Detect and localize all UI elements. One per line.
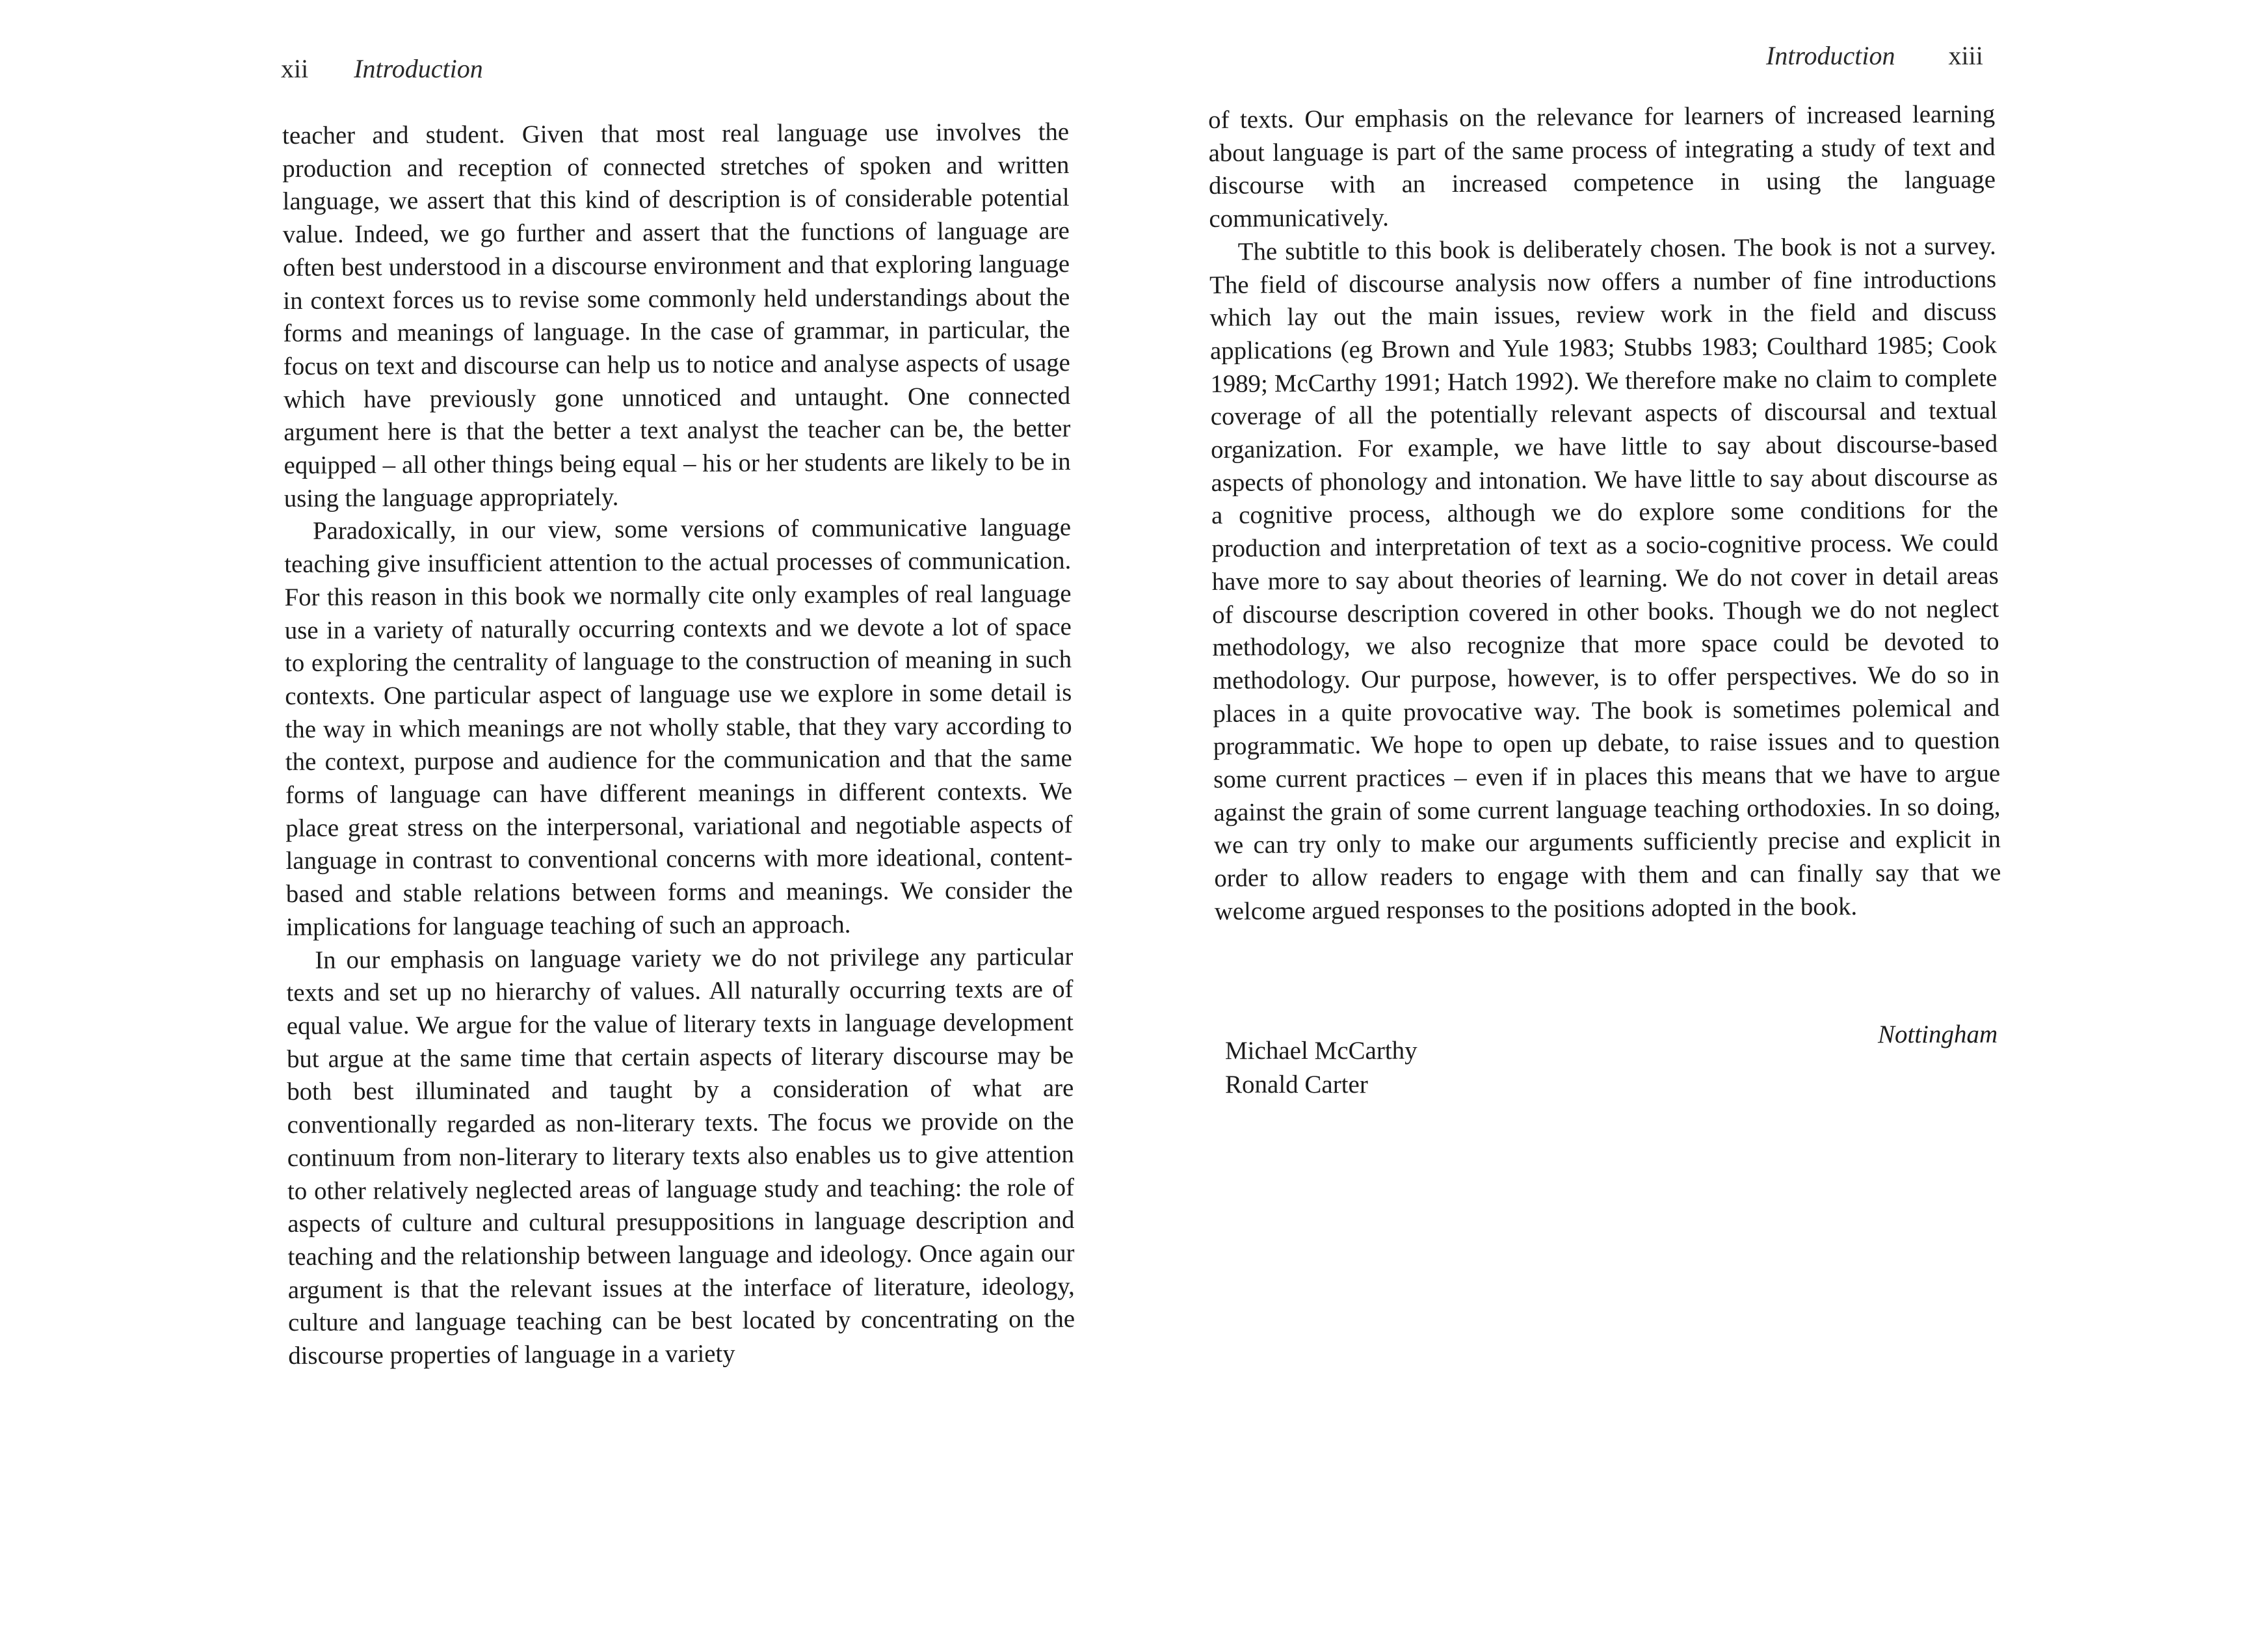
right-running-head [1766, 40, 1983, 71]
right-page [1134, 0, 2268, 1626]
paragraph: In our emphasis on language variety we do not privilege any particular texts and set up no hierarchy of values. All naturally occurring texts are of equal value. We argue for the value of literary texts in language development but argue at the same time that certain aspects of literary discourse may be both best illuminated and taught by a consideration of what are conventionally regarded as non-literary texts. The focus we provide on the continuum from non-literary to literary texts also enables us to give attention to other relatively neglected areas of language study and teaching: the role of aspects of culture and cultural presuppositions in language description and teaching and the relationship between language and ideology. Once again our argument is that the relevant issues at the interface of literature, ideology, culture and language teaching can be best located by concentrating on the discourse properties of language in a variety [286, 942, 1075, 1370]
paragraph: The subtitle to this book is deliberately chosen. The book is not a survey. The field of discourse analysis now offers a number of fine introductions which lay out the main issues, review work in the field and discuss applications (eg Brown and Yule 1983; Stubbs 1983; Coulthard 1985; Cook 1989; McCarthy 1991; Hatch 1992). We therefore make no claim to complete coverage of all the potentially relevant aspects of discoursal and textual organization. For example, we have little to say about discourse-based aspects of phonology and intonation. We have little to say about discourse as a cognitive process, although we do explore some conditions for the production and interpretation of text as a socio-cognitive process. We could have more to say about theories of learning. We do not cover in detail areas of discourse description covered in other books. Though we do not neglect methodology, we also recognize that more space could be devoted to methodology. Our purpose, however, is to offer perspectives. We do so in places in a quite provocative way. The book is sometimes polemical and programmatic. We hope to open up debate, to raise issues and to question some current practices – even if in places this means that we have to argue against the grain of some current language teaching orthodoxies. In so doing, we can try only to make our arguments sufficiently precise and explicit in order to allow readers to engage with them and can finally say that we welcome argued responses to the positions adopted in the book. [1209, 232, 2001, 926]
running-title: Introduction [1766, 41, 1895, 70]
place-name: Nottingham [1878, 1020, 1998, 1048]
page-number: xiii [1948, 41, 1983, 70]
left-running-head [281, 53, 483, 84]
author-name: Michael McCarthy [1225, 1037, 1418, 1065]
page-number: xii [281, 54, 309, 83]
signature-block [1225, 1034, 1418, 1102]
paragraph: Paradoxically, in our view, some versions of communicative language teaching give insufficient attention to the actual processes of communication. For this reason in this book we normally cite only examples of real language use in a variety of naturally occurring contexts and we devote a lot of space to exploring the centrality of language to the construction of meaning in such contexts. One particular aspect of language use we explore in some detail is the way in which meanings are not wholly stable, that they vary according to the context, purpose and audience for the communication and that the same forms of language can have different meanings in different contexts. We place great stress on the interpersonal, variational and negotiable aspects of language in contrast to conventional concerns with more ideational, content-based and stable relations between forms and meanings. We consider the implications for language teaching of such an approach. [284, 513, 1073, 941]
right-body-text [1208, 98, 2001, 928]
author-name: Ronald Carter [1225, 1071, 1368, 1099]
running-title: Introduction [354, 54, 483, 83]
paragraph: of texts. Our emphasis on the relevance for learners of increased learning about language is part of the same process of integrating a study of text and discourse with an increased competence in using the language communicatively. [1208, 100, 1996, 233]
left-body-text [282, 116, 1075, 1373]
paragraph: teacher and student. Given that most real language use involves the production and reception of connected stretches of spoken and written language, we assert that this kind of description is of considerable potential value. Indeed, we go further and assert that the functions of language are often best understood in a discourse environment and that exploring language in context forces us to revise some commonly held understandings about the forms and meanings of language. In the case of grammar, in particular, the focus on text and discourse can help us to notice and analyse aspects of usage which have previously gone unnoticed and untaught. One connected argument here is that the better a text analyst the teacher can be, the better equipped – all other things being equal – his or her students are likely to be in using the language appropriately. [282, 118, 1071, 513]
